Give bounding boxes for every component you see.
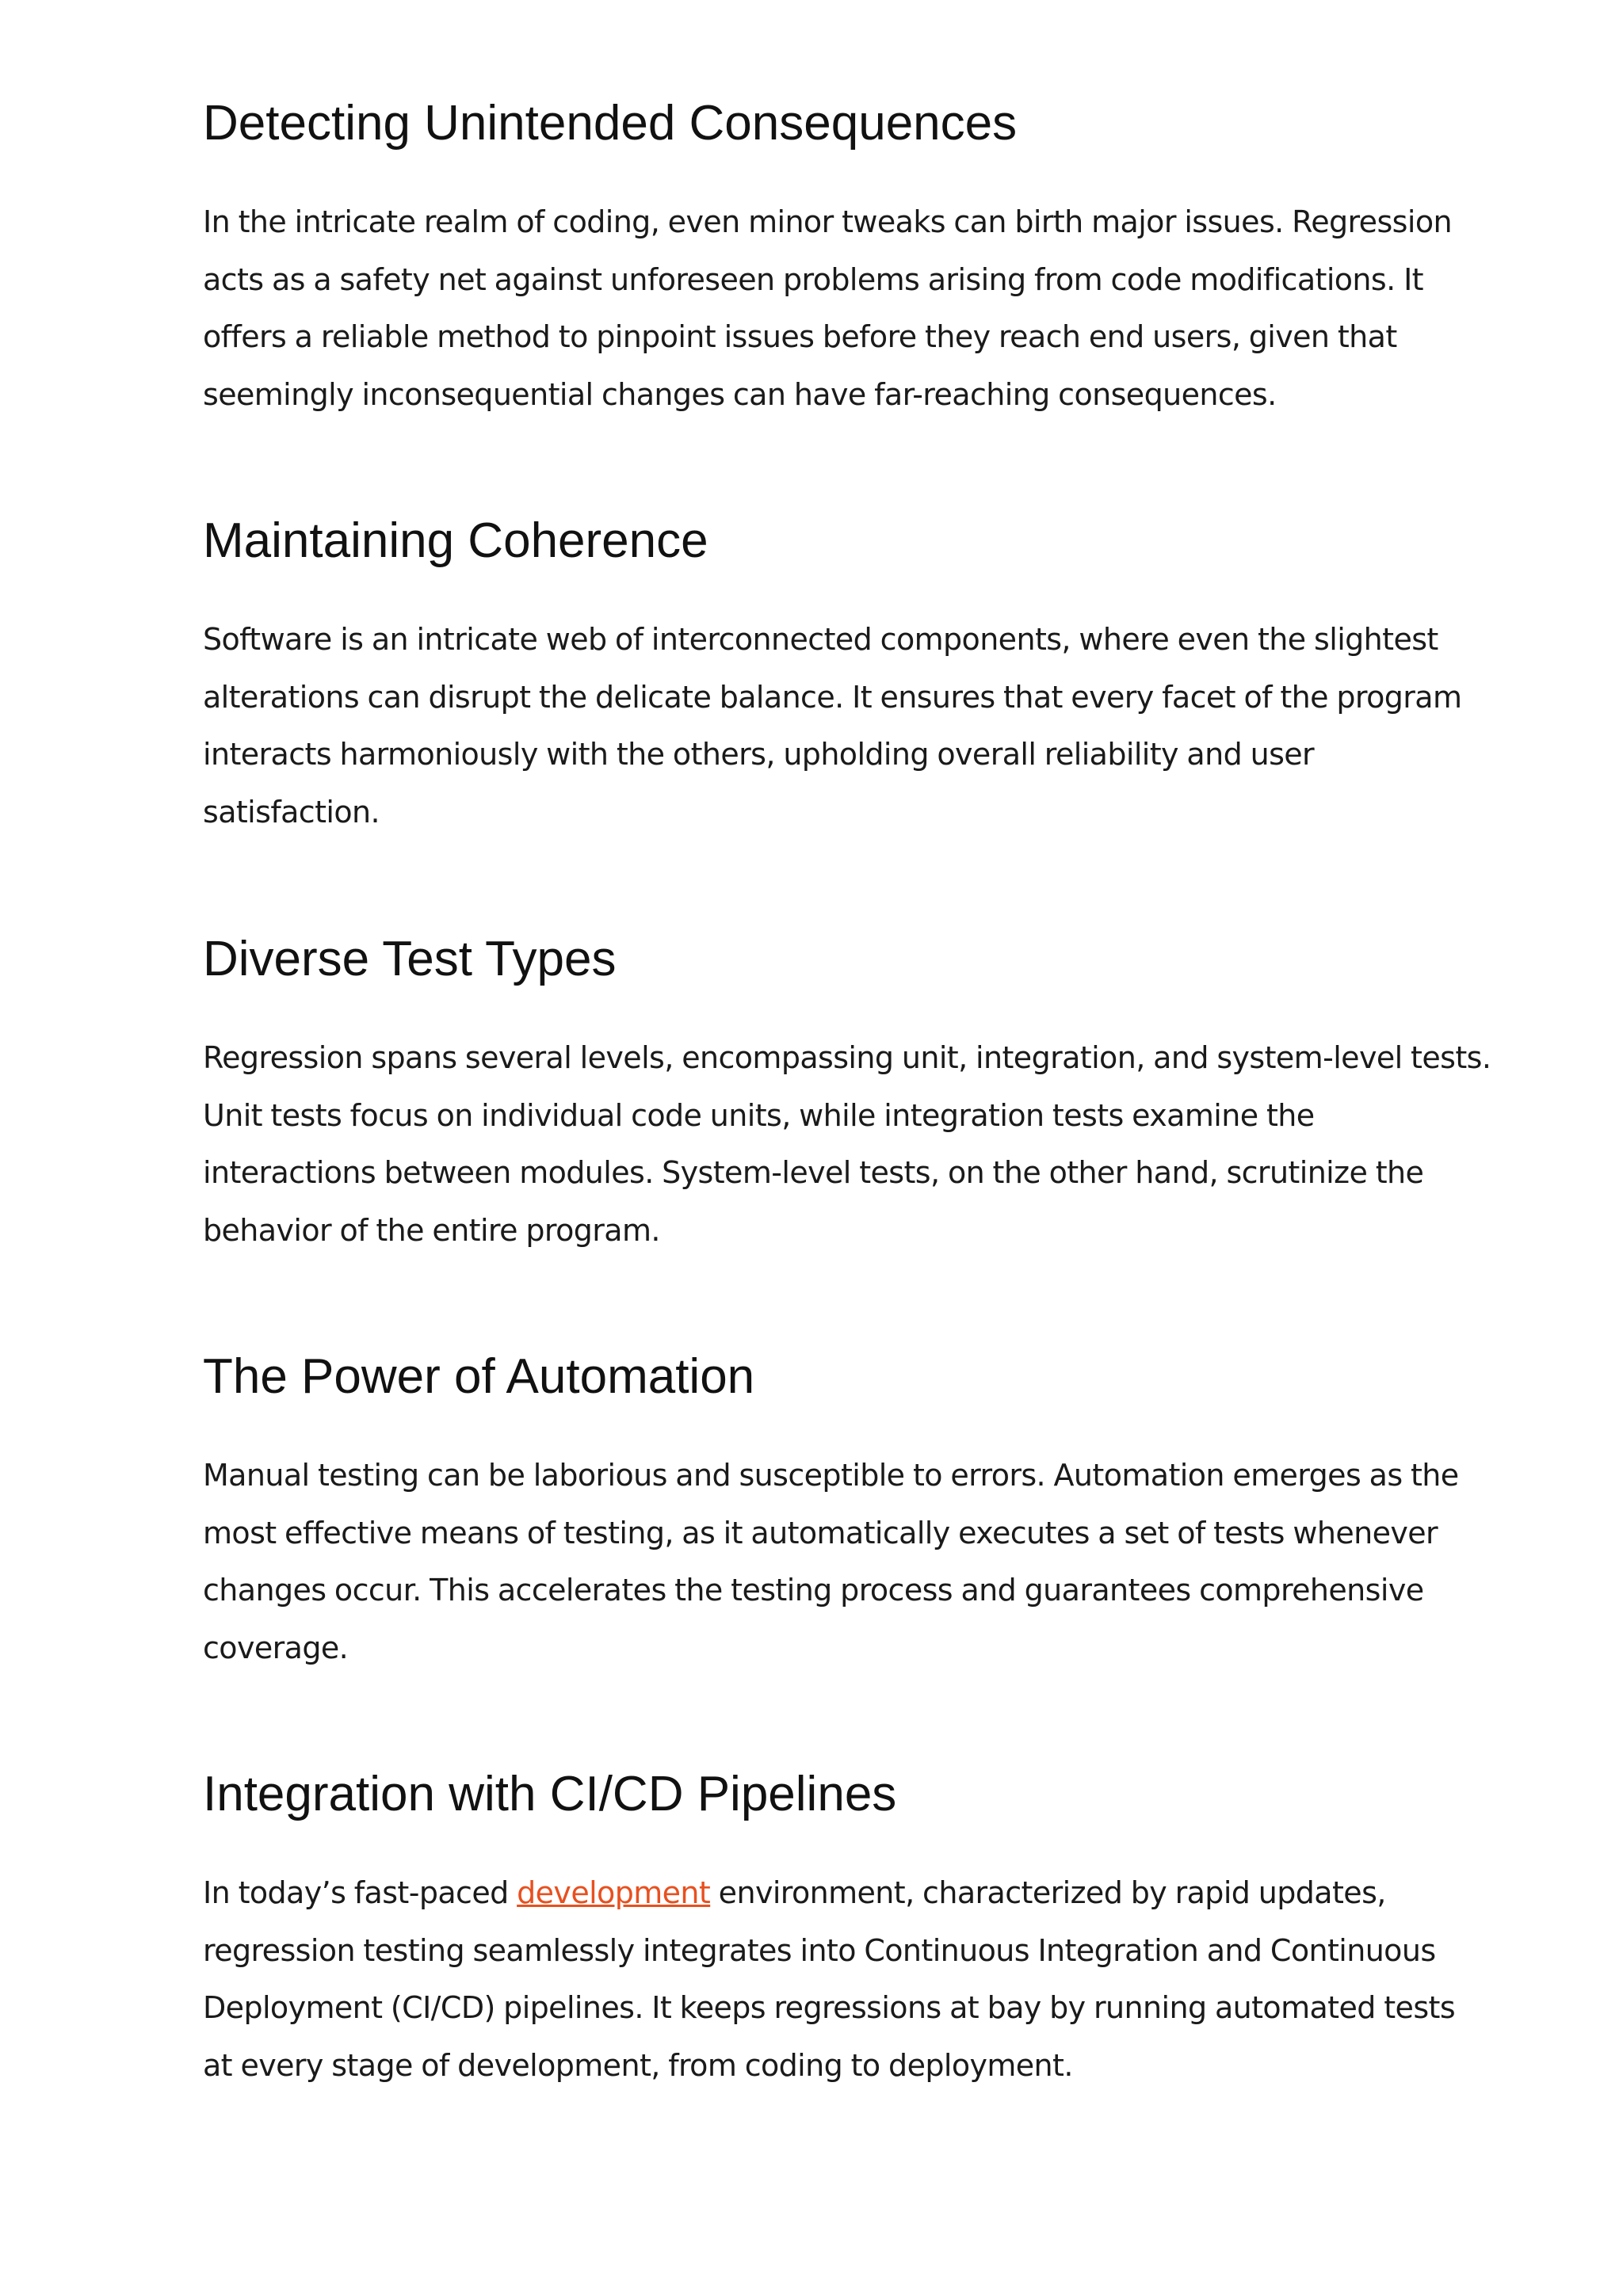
section-paragraph	[203, 1029, 1491, 1259]
paragraph-line: alterations can disrupt the delicate balance. It ensures that every facet of the program	[203, 679, 1462, 715]
section-paragraph	[203, 193, 1471, 423]
line-text: In today’s fast-paced	[203, 1875, 517, 1910]
paragraph-line: offers a reliable method to pinpoint issues before they reach end users, given that	[203, 319, 1397, 354]
paragraph-line: interacts harmoniously with the others, upholding overall reliability and user	[203, 737, 1315, 772]
line-text: environment, characterized by rapid updates,	[710, 1875, 1386, 1910]
paragraph-line: Manual testing can be laborious and susceptible to errors. Automation emerges as the	[203, 1458, 1459, 1493]
paragraph-line: coverage.	[203, 1630, 349, 1665]
paragraph-line	[203, 1864, 1471, 1922]
paragraph-line: changes occur. This accelerates the testing process and guarantees comprehensive	[203, 1573, 1424, 1608]
paragraph-line: Deployment (CI/CD) pipelines. It keeps regressions at bay by running automated tests	[203, 1990, 1456, 2025]
paragraph-line: Regression spans several levels, encompassing unit, integration, and system-level tests.	[203, 1040, 1491, 1075]
section-power-of-automation	[203, 1347, 1471, 1676]
paragraph-line: behavior of the entire program.	[203, 1212, 660, 1248]
section-diverse-test-types	[203, 929, 1491, 1259]
paragraph-line: acts as a safety net against unforeseen problems arising from code modifications. It	[203, 261, 1423, 297]
section-paragraph	[203, 1447, 1471, 1676]
section-heading: Diverse Test Types	[203, 932, 617, 986]
paragraph-line: regression testing seamlessly integrates into Continuous Integration and Continuous	[203, 1932, 1436, 1968]
section-heading: Maintaining Coherence	[203, 513, 708, 568]
paragraph-line: at every stage of development, from coding to deployment.	[203, 2047, 1073, 2083]
section-paragraph	[203, 1864, 1471, 2094]
section-maintaining-coherence	[203, 511, 1471, 841]
section-paragraph	[203, 611, 1471, 841]
section-heading: Detecting Unintended Consequences	[203, 96, 1018, 151]
paragraph-line: In the intricate realm of coding, even minor tweaks can birth major issues. Regression	[203, 204, 1452, 239]
section-heading: Integration with CI/CD Pipelines	[203, 1767, 897, 1821]
section-cicd-integration	[203, 1764, 1471, 2094]
section-detecting-unintended-consequences	[203, 93, 1471, 423]
paragraph-line: satisfaction.	[203, 794, 380, 830]
paragraph-line: interactions between modules. System-level tests, on the other hand, scrutinize the	[203, 1155, 1424, 1190]
section-heading: The Power of Automation	[203, 1349, 755, 1404]
development-link[interactable]: development	[517, 1875, 711, 1910]
paragraph-line: most effective means of testing, as it automatically executes a set of tests whenever	[203, 1515, 1438, 1550]
paragraph-line: seemingly inconsequential changes can have far-reaching consequences.	[203, 376, 1277, 412]
paragraph-line: Unit tests focus on individual code units, while integration tests examine the	[203, 1097, 1315, 1133]
paragraph-line: Software is an intricate web of interconnected components, where even the slightest	[203, 622, 1438, 657]
